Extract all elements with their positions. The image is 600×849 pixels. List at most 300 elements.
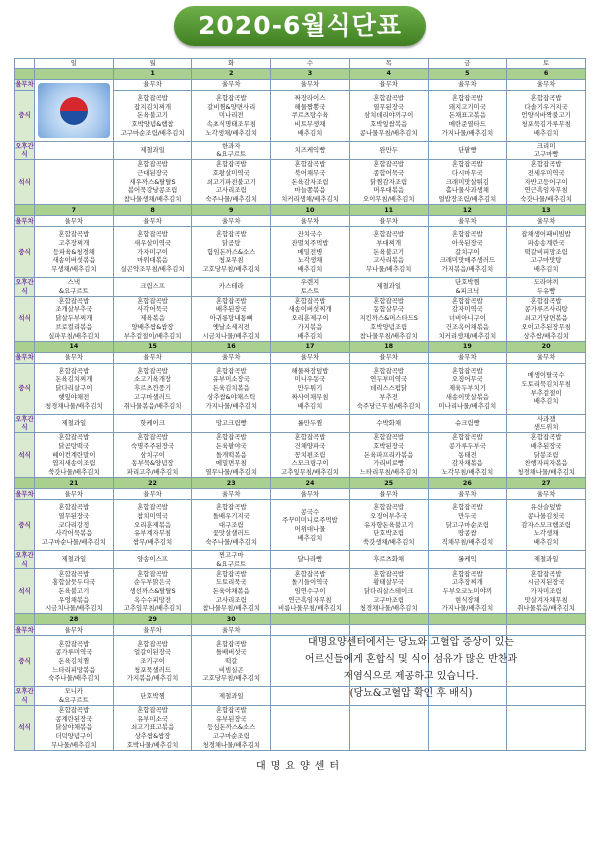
menu-line: 옛날소세지전 (212, 322, 250, 331)
menu-line: 다솔기우거지국 (524, 102, 568, 111)
menu-line: 혼합잡곡밥 (451, 230, 483, 239)
menu-line: 부추전 (379, 392, 398, 401)
date-cell: 26 (428, 477, 507, 488)
menu-line: 혼합잡곡밥 (530, 296, 562, 305)
menu-line: 너비아니구이 (448, 314, 486, 323)
menu-line: 콩나물무침/배추김치 (359, 128, 418, 137)
menu-line: 돈육불고기 (137, 111, 168, 120)
day-header-sat: 토 (507, 59, 586, 69)
notice-line: 대명요양센터에서는 당뇨와 고혈압 증상이 있는 (308, 636, 514, 648)
menu-line: 지킨까스&머스타드S (359, 314, 418, 323)
menu-line: 호왕살미역국 (212, 169, 250, 178)
menu-line: 토스트 (300, 286, 320, 295)
dinner-cell (35, 160, 114, 205)
menu-line: 후르츠깐풍기 (134, 384, 172, 393)
menu-line: 메밀면무침 (215, 459, 247, 468)
menu-line: 율무차 (458, 80, 477, 89)
menu-line: 가지볶음 (297, 322, 323, 331)
meal-label-dinner: 석식 (15, 296, 35, 341)
menu-line: 돈육김치찌개 (55, 375, 93, 384)
menu-line: 찐고구마 (218, 550, 244, 559)
snack-cell (271, 278, 350, 296)
menu-line: 배추김치 (297, 128, 323, 137)
lunch-cell (192, 90, 271, 141)
date-cell: 5 (428, 68, 507, 79)
menu-line: 상추쌈/배추김치 (523, 331, 569, 340)
snack-cell (35, 278, 114, 296)
snack-row (15, 278, 586, 296)
snack-row (15, 414, 586, 432)
morning-cell (507, 216, 586, 227)
lunch-row (15, 499, 586, 550)
menu-line: 가지볶음/배추김치 (126, 674, 179, 683)
meal-label-lunch: 중식 (15, 499, 35, 550)
menu-line: 치커리생채/배추김치 (281, 195, 339, 204)
menu-line: 배추김치 (533, 537, 559, 546)
menu-line: 닭곰탕떡국 (58, 441, 90, 450)
day-header-wed: 수 (271, 59, 350, 69)
meal-label-morning: 울무차 (15, 216, 34, 225)
meal-label-snack: 오후간식 (15, 414, 34, 432)
menu-line: 메밀전병 (297, 247, 323, 256)
snack-cell (271, 550, 350, 568)
dinner-cell (271, 296, 350, 341)
menu-line: 건조옥어채볶음 (445, 322, 489, 331)
menu-line: 율무차 (458, 216, 477, 225)
lunch-cell (192, 363, 271, 414)
menu-line: 제철과일 (140, 146, 165, 155)
menu-line: 쌈무/배추김치 (132, 537, 173, 546)
menu-line: 혼합잡곡밥 (215, 366, 247, 375)
menu-line: 제철과일 (61, 555, 87, 564)
date-cell (349, 614, 428, 625)
menu-line: 율무차 (300, 216, 320, 225)
menu-line: &요구르트 (216, 559, 247, 568)
menu-line: 쇠고기파전불고기 (206, 177, 256, 186)
morning-cell (349, 216, 428, 227)
dinner-cell (113, 432, 192, 477)
date-cell (271, 614, 350, 625)
menu-line: 콩계란된장국 (55, 714, 93, 723)
morning-cell (428, 488, 507, 499)
menu-line: 혼합잡곡밥 (215, 639, 247, 648)
menu-line: 가리비로빵 (373, 459, 405, 468)
dinner-row (15, 705, 586, 750)
menu-line: 상추쌈&야채스틱 (207, 392, 256, 401)
dinner-cell (271, 432, 350, 477)
menu-line: 혼합잡곡밥 (215, 296, 247, 305)
menu-line: 돈육감자조림 (291, 177, 329, 186)
morning-cell (507, 79, 586, 90)
menu-line: 열무된장국 (373, 102, 405, 111)
menu-line: 고구마맛탕 (530, 256, 562, 265)
lunch-row (15, 227, 586, 278)
morning-cell (428, 216, 507, 227)
date-cell: 17 (271, 341, 350, 352)
menu-line: 혼합잡곡밥 (451, 503, 483, 512)
menu-line: 혼합잡곡밥 (215, 160, 247, 169)
lunch-cell (113, 499, 192, 550)
menu-line: 연두부미역국 (370, 375, 408, 384)
menu-line: 율무차 (300, 353, 320, 362)
date-cell: 28 (35, 614, 114, 625)
menu-line: 연근흑임자무침 (524, 186, 568, 195)
snack-cell (113, 687, 192, 705)
menu-line: 고구마순나물/배추김치 (41, 537, 106, 546)
menu-line: 제철과일 (376, 282, 402, 291)
menu-line: 임연수구이 (294, 586, 326, 595)
menu-line: 혼합잡곡밥 (215, 433, 247, 442)
dinner-cell (113, 296, 192, 341)
menu-line: 파송송계란국 (527, 239, 565, 248)
snack-cell (349, 550, 428, 568)
menu-line: 혼합잡곡밥 (451, 296, 483, 305)
menu-line: 미니우동국 (294, 375, 326, 384)
menu-line: 율무차 (64, 489, 84, 498)
menu-line: 베이컨계란말이 (52, 450, 96, 459)
menu-line: 혼합잡곡밥 (137, 433, 168, 442)
menu-line: 배추된장국 (215, 305, 247, 314)
date-cell: 6 (507, 68, 586, 79)
menu-line: 느타리무침/배추김치 (359, 467, 418, 476)
lunch-cell (349, 499, 428, 550)
date-cell: 24 (271, 477, 350, 488)
menu-line: 시금치나물/배추김치 (44, 604, 103, 613)
date-cell: 18 (349, 341, 428, 352)
menu-line: 근대된장국 (137, 169, 168, 178)
lunch-cell (271, 499, 350, 550)
menu-line: 노각생채 (533, 529, 559, 538)
morning-cell (507, 488, 586, 499)
dinner-cell (428, 160, 507, 205)
menu-line: 단팥빵 (458, 146, 477, 155)
dinner-cell (35, 705, 114, 750)
title-banner (0, 6, 600, 50)
menu-line: 배추김치 (297, 265, 323, 274)
menu-line: 닭살두부찌개 (55, 314, 93, 323)
menu-line: 율무차 (379, 216, 398, 225)
menu-line: 닭다리살구이 (55, 384, 93, 393)
menu-line: 숙명주주된장국 (130, 441, 175, 450)
menu-line: 조기구이 (140, 656, 165, 665)
date-cell: 13 (507, 205, 586, 216)
lunch-cell (35, 636, 114, 687)
lunch-cell (35, 227, 114, 278)
menu-line: 혼합잡곡밥 (58, 296, 90, 305)
date-cell: 23 (192, 477, 271, 488)
menu-line: 햇잎야채전 (58, 392, 90, 401)
menu-line: 삼치구이 (140, 450, 165, 459)
date-cell: 12 (428, 205, 507, 216)
dinner-cell (35, 296, 114, 341)
menu-line: 혼합잡곡밥 (215, 93, 247, 102)
meal-label-lunch: 중식 (15, 636, 35, 687)
menu-line: 수박화채 (376, 418, 402, 427)
menu-line: 제철과일 (218, 691, 244, 700)
menu-line: 율무차 (379, 80, 398, 89)
menu-line: 새송이버섯찌개 (288, 305, 332, 314)
snack-cell (507, 141, 586, 159)
date-cell: 22 (113, 477, 192, 488)
menu-line: 배추김치 (533, 265, 559, 274)
menu-line: 청포묵샐러드 (134, 665, 172, 674)
snack-cell (349, 141, 428, 159)
menu-line: 마늘쫑볶음 (294, 186, 326, 195)
date-cell: 9 (192, 205, 271, 216)
menu-line: 가자미조림 (530, 586, 562, 595)
meal-label-morning: 울무차 (15, 625, 34, 634)
menu-line: 청경채나물/배추김치 (202, 740, 261, 749)
menu-line: 도토리묵국 (215, 578, 247, 587)
snack-cell (428, 414, 507, 432)
menu-line: 고추잎무침/배추김치 (123, 604, 182, 613)
menu-line: 마위대볶음 (137, 256, 168, 265)
morning-row (15, 352, 586, 363)
menu-line: 혼합잡곡밥 (137, 160, 168, 169)
menu-line: 슈크림빵 (455, 418, 480, 427)
date-cell (428, 614, 507, 625)
lunch-cell (428, 363, 507, 414)
meal-label-dinner: 석식 (15, 705, 35, 750)
morning-cell (192, 79, 271, 90)
menu-line: 혼합잡곡밥 (137, 503, 168, 512)
lunch-cell (113, 90, 192, 141)
menu-line: 혼합잡곡밥 (373, 366, 405, 375)
menu-line: 함임돈까스&소스 (207, 247, 256, 256)
day-header-thu: 목 (349, 59, 428, 69)
menu-line: 돌개떡볶음 (215, 450, 247, 459)
meal-label-snack: 오후간식 (15, 550, 34, 568)
menu-line: 율무차 (221, 489, 241, 498)
menu-line: 샌드위치 (533, 423, 559, 432)
menu-line: 호박양념조림 (370, 322, 408, 331)
menu-line: 혼합잡곡밥 (530, 93, 562, 102)
menu-line: 율무차 (64, 216, 84, 225)
menu-line: 유자향돈육불고기 (363, 520, 414, 529)
dinner-cell (271, 569, 350, 614)
menu-line: 혼합잡곡밥 (58, 366, 90, 375)
meal-label-morning: 울무차 (15, 353, 34, 362)
menu-line: 닭찜감자조림 (370, 177, 408, 186)
menu-line: 종합어묵국 (373, 169, 405, 178)
date-cell (35, 68, 114, 79)
menu-line: 우엉채볶음 (58, 595, 90, 604)
menu-line: 속초식명태조무침 (206, 120, 256, 129)
menu-line: 핫케이크 (140, 418, 165, 427)
menu-line: 새우까스&탈탈S (129, 177, 176, 186)
meal-label-lunch: 중식 (15, 90, 35, 141)
meal-label-snack: 오후간식 (15, 278, 34, 295)
menu-line: 쇠고기당면볶음 (524, 314, 568, 323)
menu-line: 청포무침 (218, 256, 244, 265)
menu-line: 메란준열타드 (448, 120, 486, 129)
snack-cell (507, 550, 586, 568)
menu-line: 혼합잡곡밥 (137, 366, 168, 375)
menu-line: 새송이버섯볶음 (52, 256, 96, 265)
dinner-cell (113, 705, 192, 750)
morning-cell (35, 488, 114, 499)
menu-line: 콩가루미역국 (55, 648, 93, 657)
notice-line: (당뇨&고혈압 확인 후 배식) (349, 687, 473, 699)
menu-line: 노각생채 (297, 256, 323, 265)
menu-line: 한과자 (221, 141, 241, 150)
notice-line: 저염식으로 제공하고 있습니다. (343, 670, 479, 682)
menu-line: 돈채표고볶음 (448, 111, 486, 120)
snack-cell (113, 414, 192, 432)
morning-cell (113, 216, 192, 227)
menu-line: 노각무침/배추김치 (441, 467, 494, 476)
menu-line: 열무된장국 (58, 511, 90, 520)
header-corner (15, 59, 35, 69)
menu-line: 등심돈까스&소스 (207, 723, 256, 732)
menu-line: 배추김치 (533, 128, 559, 137)
morning-cell (113, 625, 192, 636)
menu-line: 후르츠화채 (373, 555, 405, 564)
menu-line: 새송이맛살볶음 (445, 392, 489, 401)
menu-line: 롤케익 (458, 555, 477, 564)
menu-line: 고사리조림 (215, 186, 247, 195)
dinner-cell (428, 705, 507, 750)
menu-line: 율무차 (300, 489, 320, 498)
menu-line: &피크닉 (455, 286, 480, 295)
menu-line: 치즈케익빵 (294, 146, 326, 155)
morning-cell (349, 488, 428, 499)
menu-line: 혼합잡곡밥 (530, 160, 562, 169)
date-cell: 11 (349, 205, 428, 216)
menu-line: 황태살무국 (373, 578, 405, 587)
menu-line: 혼합잡곡밥 (58, 503, 90, 512)
menu-line: 혼합잡곡밥 (58, 433, 90, 442)
center-name-footer: 대명요양센터 (256, 760, 344, 772)
date-cell: 15 (113, 341, 192, 352)
notice-text (245, 634, 577, 702)
morning-cell (35, 625, 114, 636)
snack-cell (349, 414, 428, 432)
menu-line: 부추겉절이 (530, 388, 562, 397)
lunch-cell (113, 227, 192, 278)
menu-line: 고추잎무침/배추김치 (281, 467, 339, 476)
menu-line: 아귀롱탕내통뼈 (209, 314, 253, 323)
menu-line: 가지나물/배추김치 (205, 401, 258, 410)
morning-cell (192, 352, 271, 363)
menu-line: 꽁치편조림 (294, 450, 326, 459)
menu-line: 율무차 (221, 625, 241, 634)
menu-line: 율무차 (143, 625, 162, 634)
date-cell (507, 614, 586, 625)
menu-line: 치커리생채/배추김치 (438, 331, 497, 340)
menu-line: 오징어부추국 (370, 511, 408, 520)
dinner-cell (192, 705, 271, 750)
menu-line: 참나물무침/배추김치 (359, 331, 418, 340)
notice-line: 어르신들에게 혼합식 및 식이 섬유가 많은 반찬과 (304, 653, 518, 665)
menu-line: 두유빵 (536, 286, 556, 295)
menu-line: 얼밥장조림/배추김치 (438, 195, 497, 204)
menu-line: 열무나물/배추김치 (205, 467, 258, 476)
dinner-row (15, 432, 586, 477)
menu-line: 브로컬리볶음 (55, 322, 93, 331)
menu-line: 유부계자무침 (134, 529, 172, 538)
dinner-cell (35, 569, 114, 614)
snack-cell (428, 278, 507, 296)
menu-line: 혼합잡곡밥 (373, 93, 405, 102)
menu-line: 모니카 (64, 687, 84, 696)
snack-cell (192, 414, 271, 432)
menu-line: 가지볶음/배추김치 (441, 265, 494, 274)
meal-label-dinner: 석식 (15, 160, 35, 205)
morning-cell (113, 79, 192, 90)
lunch-cell (271, 90, 350, 141)
menu-line: 제철과일 (61, 418, 87, 427)
menu-line: 혼합잡곡밥 (137, 569, 168, 578)
menu-line: 제철과일 (533, 555, 559, 564)
menu-line: &요구르트 (59, 286, 89, 295)
menu-line: 자반고등어구이 (524, 177, 568, 186)
date-row (15, 477, 586, 488)
lunch-cell (507, 90, 586, 141)
date-cell: 2 (192, 68, 271, 79)
menu-line: 시금치나물/배추김치 (202, 331, 261, 340)
dinner-cell (192, 160, 271, 205)
menu-line: 율무차 (458, 489, 477, 498)
menu-line: 코다리강정 (58, 520, 90, 529)
morning-cell (507, 352, 586, 363)
menu-line: 율무차 (143, 80, 162, 89)
menu-line: 상추쌈&쌈장 (134, 732, 171, 741)
menu-line: 크리미 (536, 141, 556, 150)
lunch-cell (192, 227, 271, 278)
menu-line: 혼합잡곡밥 (58, 639, 90, 648)
menu-line: 고구마빵 (533, 150, 559, 159)
menu-line: 얼갈이된장국 (134, 648, 172, 657)
lunch-cell (349, 227, 428, 278)
menu-line: 고추장찌개 (58, 239, 90, 248)
date-cell: 20 (507, 341, 586, 352)
menu-line: 혼합잡곡밥 (215, 569, 247, 578)
menu-line: 혼합잡곡밥 (451, 366, 483, 375)
menu-line: 혼합잡곡밥 (294, 160, 326, 169)
menu-line: 홍합살뭇두디국 (52, 578, 96, 587)
dinner-cell (349, 160, 428, 205)
menu-line: 땅콩쌈 (458, 529, 477, 538)
menu-line: 달나라빵 (297, 555, 323, 564)
menu-line: 쿠르츠탕수육 (291, 111, 329, 120)
menu-line: 머우대볶음 (373, 186, 405, 195)
menu-line: 사과잼 (536, 414, 556, 423)
menu-line: 잔치국수 (297, 230, 323, 239)
menu-line: 크림스프 (140, 282, 165, 291)
korean-flag-image (35, 79, 114, 141)
menu-line: 조개살부추국 (55, 305, 93, 314)
menu-line: 율무차 (379, 353, 398, 362)
menu-line: 율무차 (536, 80, 556, 89)
menu-line: 노각생채/배추김치 (205, 128, 258, 137)
date-cell: 3 (271, 68, 350, 79)
menu-line: 율무차 (143, 489, 162, 498)
morning-cell (271, 216, 350, 227)
menu-line: 고구마샐러드 (134, 392, 172, 401)
menu-line: 가지나물/배추김치 (441, 604, 494, 613)
menu-line: 돌배우기지국 (212, 511, 250, 520)
menu-line: 해물짬뽕국 (294, 102, 326, 111)
day-header-fri: 금 (428, 59, 507, 69)
snack-cell (192, 141, 271, 159)
menu-line: 미나리전 (218, 111, 244, 120)
menu-line: 유부미소장국 (212, 375, 250, 384)
snack-cell (113, 278, 192, 296)
date-cell: 19 (428, 341, 507, 352)
menu-line: 갈치구이 (455, 247, 480, 256)
dinner-cell (271, 160, 350, 205)
